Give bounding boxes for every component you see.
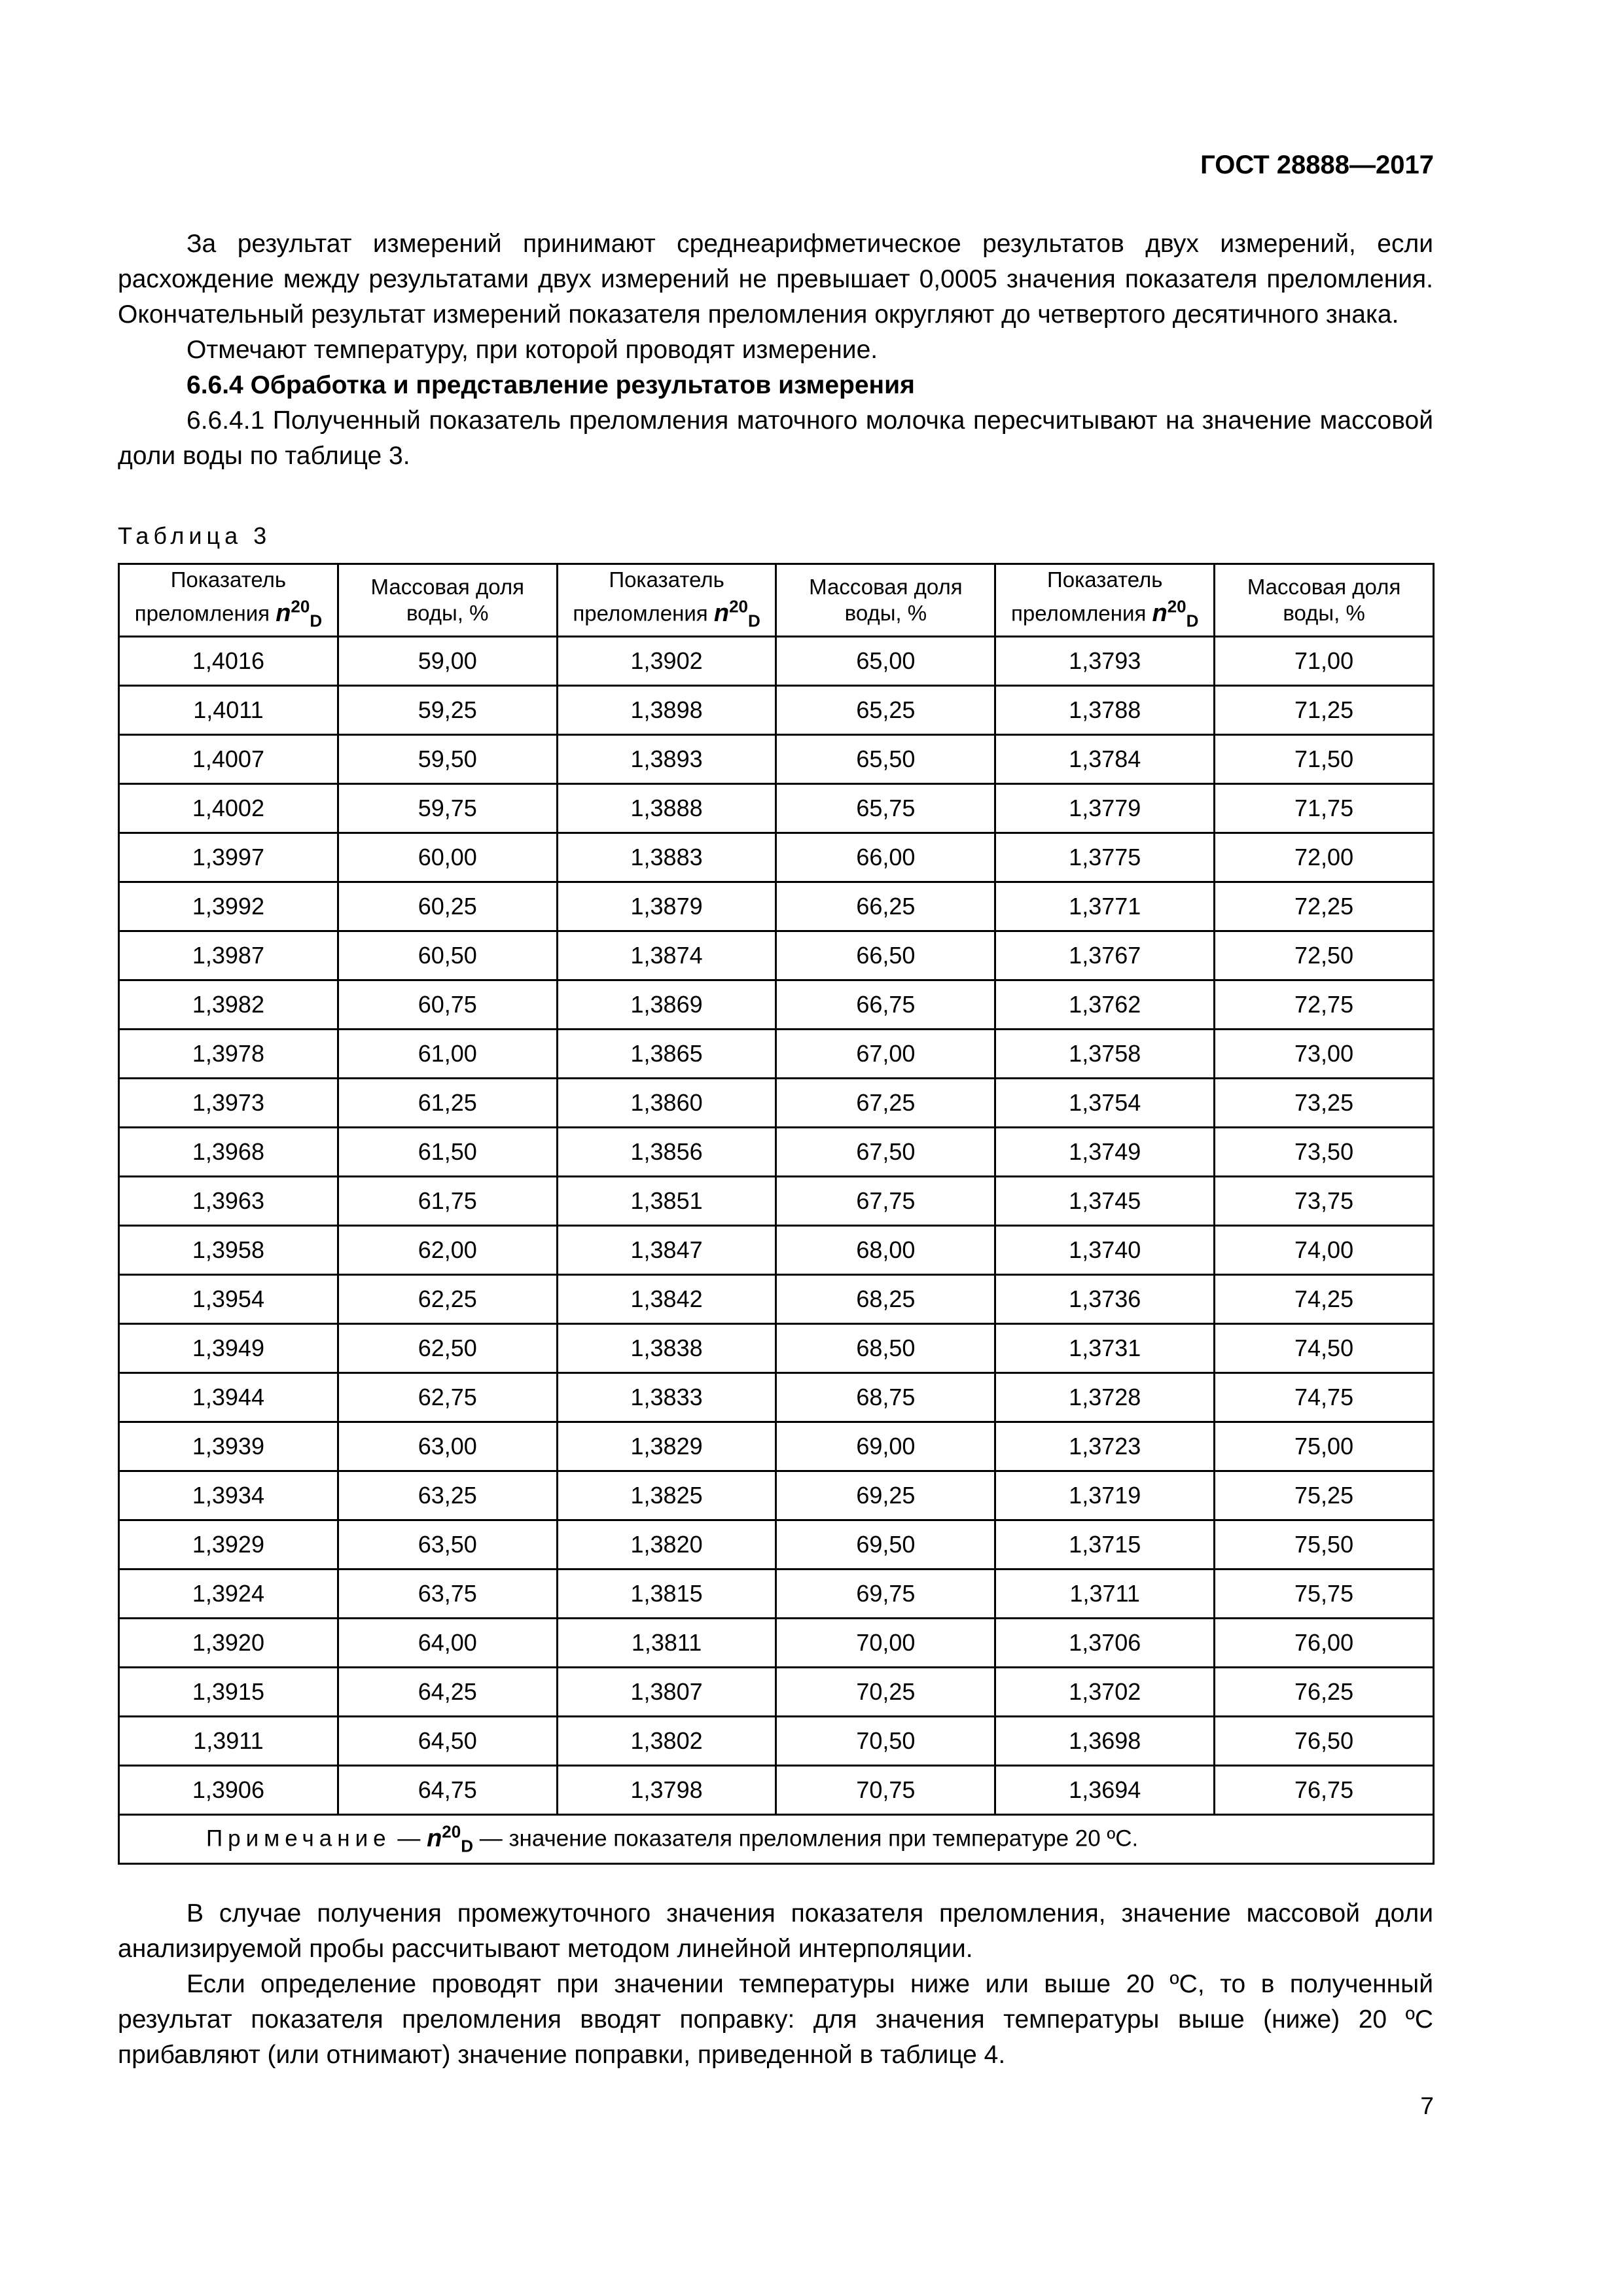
table-cell: 1,3745 [995, 1177, 1215, 1226]
table-row [119, 1275, 1434, 1324]
table-cell: 1,3779 [995, 784, 1215, 833]
table-cell: 1,3851 [557, 1177, 776, 1226]
table-cell: 72,00 [1215, 833, 1434, 882]
table-cell: 1,3820 [557, 1520, 776, 1570]
table-cell: 75,75 [1215, 1570, 1434, 1619]
table-cell: 62,25 [338, 1275, 557, 1324]
paragraph: Отмечают температуру, при которой проводят измерение. [187, 336, 878, 364]
table-cell: 1,3906 [119, 1766, 338, 1815]
table-cell: 1,3902 [557, 637, 776, 686]
table-cell: 68,75 [776, 1373, 995, 1422]
table-cell: 1,3829 [557, 1422, 776, 1471]
table-cell: 1,3883 [557, 833, 776, 882]
table-cell: 67,25 [776, 1079, 995, 1128]
column-header-water-fraction: Массовая доля воды, % [1215, 564, 1434, 637]
table-row [119, 1717, 1434, 1766]
table-cell: 1,3740 [995, 1226, 1215, 1275]
table-cell: 1,3728 [995, 1373, 1215, 1422]
table-cell: 1,3771 [995, 882, 1215, 931]
table-cell: 69,50 [776, 1520, 995, 1570]
table-cell: 1,3833 [557, 1373, 776, 1422]
table-cell: 71,50 [1215, 735, 1434, 784]
table-cell: 1,3767 [995, 931, 1215, 980]
section-heading: 6.6.4 Обработка и представление результатов измерения [187, 371, 915, 399]
table-cell: 1,3987 [119, 931, 338, 980]
table-body [119, 637, 1434, 1815]
table-row [119, 1520, 1434, 1570]
table-cell: 1,3997 [119, 833, 338, 882]
table-row [119, 686, 1434, 735]
table-header-row [119, 564, 1434, 637]
table-cell: 75,25 [1215, 1471, 1434, 1520]
table-cell: 70,25 [776, 1668, 995, 1717]
table-cell: 61,75 [338, 1177, 557, 1226]
table-cell: 1,3719 [995, 1471, 1215, 1520]
table-cell: 1,3982 [119, 980, 338, 1030]
table-cell: 74,75 [1215, 1373, 1434, 1422]
table-cell: 1,3924 [119, 1570, 338, 1619]
table-cell: 73,00 [1215, 1030, 1434, 1079]
table-cell: 1,3762 [995, 980, 1215, 1030]
table-cell: 73,50 [1215, 1128, 1434, 1177]
table-cell: 67,75 [776, 1177, 995, 1226]
table-cell: 1,3888 [557, 784, 776, 833]
table-cell: 1,3992 [119, 882, 338, 931]
table-cell: 1,3798 [557, 1766, 776, 1815]
intro-text [118, 226, 1433, 474]
table-cell: 64,50 [338, 1717, 557, 1766]
paragraph: В случае получения промежуточного значения показателя преломления, значение массовой доли анализируемой пробы рассчитывают методом линейной интерполяции. [118, 1899, 1433, 1963]
table-cell: 1,3874 [557, 931, 776, 980]
table-cell: 1,3793 [995, 637, 1215, 686]
table-cell: 1,3949 [119, 1324, 338, 1373]
table-cell: 72,25 [1215, 882, 1434, 931]
table-cell: 66,00 [776, 833, 995, 882]
table-cell: 1,3968 [119, 1128, 338, 1177]
table-cell: 1,3825 [557, 1471, 776, 1520]
table-cell: 69,25 [776, 1471, 995, 1520]
table-cell: 1,3963 [119, 1177, 338, 1226]
table-cell: 59,25 [338, 686, 557, 735]
table-cell: 75,00 [1215, 1422, 1434, 1471]
table-cell: 1,3911 [119, 1717, 338, 1766]
table-cell: 1,3978 [119, 1030, 338, 1079]
table-cell: 1,3702 [995, 1668, 1215, 1717]
table-cell: 65,25 [776, 686, 995, 735]
table-cell: 1,3711 [995, 1570, 1215, 1619]
table-cell: 1,3788 [995, 686, 1215, 735]
table-note-row [119, 1815, 1434, 1864]
table-cell: 76,25 [1215, 1668, 1434, 1717]
table-cell: 1,3754 [995, 1079, 1215, 1128]
table-cell: 63,00 [338, 1422, 557, 1471]
table-cell: 61,00 [338, 1030, 557, 1079]
table-cell: 1,3954 [119, 1275, 338, 1324]
table-cell: 74,50 [1215, 1324, 1434, 1373]
table-cell: 1,3929 [119, 1520, 338, 1570]
table-cell: 68,25 [776, 1275, 995, 1324]
table-cell: 1,3715 [995, 1520, 1215, 1570]
refraction-table [118, 563, 1435, 1865]
table-cell: 1,3802 [557, 1717, 776, 1766]
table-row [119, 1079, 1434, 1128]
table-row [119, 1422, 1434, 1471]
note-text: — значение показателя преломления при температуре 20 ºС. [479, 1826, 1139, 1852]
table-cell: 60,75 [338, 980, 557, 1030]
table-cell: 1,3847 [557, 1226, 776, 1275]
table-cell: 62,00 [338, 1226, 557, 1275]
table-cell: 70,00 [776, 1619, 995, 1668]
table-cell: 76,50 [1215, 1717, 1434, 1766]
table-cell: 1,3915 [119, 1668, 338, 1717]
table-cell: 69,00 [776, 1422, 995, 1471]
table-cell: 61,25 [338, 1079, 557, 1128]
table-row [119, 637, 1434, 686]
table-cell: 1,3706 [995, 1619, 1215, 1668]
table-cell: 1,3838 [557, 1324, 776, 1373]
table-cell: 65,50 [776, 735, 995, 784]
table-cell: 1,3973 [119, 1079, 338, 1128]
table-cell: 67,50 [776, 1128, 995, 1177]
paragraph: 6.6.4.1 Полученный показатель преломления маточного молочка пересчитывают на значение массовой доли воды по таблице 3. [118, 406, 1433, 470]
table-cell: 76,75 [1215, 1766, 1434, 1815]
table-row [119, 1324, 1434, 1373]
table-cell: 1,3723 [995, 1422, 1215, 1471]
table-cell: 1,3758 [995, 1030, 1215, 1079]
table-cell: 59,50 [338, 735, 557, 784]
table-cell: 63,25 [338, 1471, 557, 1520]
column-header-refraction-index: Показатель преломления $n^{20}_D$ [557, 564, 776, 637]
table-cell: 62,50 [338, 1324, 557, 1373]
table-cell: 1,3856 [557, 1128, 776, 1177]
column-header-refraction-index: Показатель преломления $n^{20}_D$ [995, 564, 1215, 637]
table-cell: 1,3893 [557, 735, 776, 784]
table-row [119, 1570, 1434, 1619]
table-row [119, 833, 1434, 882]
table-cell: 70,50 [776, 1717, 995, 1766]
note-label: Примечание [206, 1826, 391, 1852]
page-number: 7 [1420, 2092, 1434, 2119]
table-cell: 1,4011 [119, 686, 338, 735]
refraction-symbol: $n^{20}_D$ [427, 1821, 473, 1856]
table-row [119, 1177, 1434, 1226]
table-cell: 1,3815 [557, 1570, 776, 1619]
table-cell: 68,00 [776, 1226, 995, 1275]
table-cell: 1,3807 [557, 1668, 776, 1717]
paragraph: За результат измерений принимают среднеарифметическое результатов двух измерений, если расхождение между результатами двух измерений не превышает 0,0005 значения показателя преломления. Окончательный результат измерений показателя преломления округляют до четвертого десятичного знака. [118, 230, 1433, 329]
table-cell: 61,50 [338, 1128, 557, 1177]
table-cell: 76,00 [1215, 1619, 1434, 1668]
table-cell: 1,3731 [995, 1324, 1215, 1373]
table-cell: 60,00 [338, 833, 557, 882]
table-cell: 71,75 [1215, 784, 1434, 833]
table-cell: 1,3944 [119, 1373, 338, 1422]
table-container [118, 563, 1435, 1865]
outro-text [118, 1896, 1433, 2073]
table-row [119, 1226, 1434, 1275]
table-row [119, 1668, 1434, 1717]
table-cell: 64,25 [338, 1668, 557, 1717]
table-row [119, 1128, 1434, 1177]
table-cell: 1,4007 [119, 735, 338, 784]
column-header-refraction-index: Показатель преломления $n^{20}_D$ [119, 564, 338, 637]
table-cell: 63,75 [338, 1570, 557, 1619]
table-cell: 74,00 [1215, 1226, 1434, 1275]
table-cell: 66,25 [776, 882, 995, 931]
table-cell: 73,25 [1215, 1079, 1434, 1128]
table-cell: 59,75 [338, 784, 557, 833]
table-row [119, 980, 1434, 1030]
table-cell: 1,3865 [557, 1030, 776, 1079]
table-cell: 72,50 [1215, 931, 1434, 980]
table-cell: 70,75 [776, 1766, 995, 1815]
table-cell: 63,50 [338, 1520, 557, 1570]
table-cell: 62,75 [338, 1373, 557, 1422]
table-cell: 65,00 [776, 637, 995, 686]
table-cell: 68,50 [776, 1324, 995, 1373]
table-row [119, 735, 1434, 784]
column-header-water-fraction: Массовая доля воды, % [776, 564, 995, 637]
table-cell: 71,25 [1215, 686, 1434, 735]
table-cell: 1,3842 [557, 1275, 776, 1324]
table-row [119, 1471, 1434, 1520]
table-cell: 75,50 [1215, 1520, 1434, 1570]
table-cell: 66,75 [776, 980, 995, 1030]
table-note [119, 1815, 1434, 1864]
table-row [119, 1373, 1434, 1422]
table-row [119, 1766, 1434, 1815]
table-cell: 1,3934 [119, 1471, 338, 1520]
table-cell: 1,3860 [557, 1079, 776, 1128]
document-id: ГОСТ 28888—2017 [1200, 151, 1434, 179]
table-cell: 64,00 [338, 1619, 557, 1668]
table-cell: 1,3698 [995, 1717, 1215, 1766]
table-cell: 1,3958 [119, 1226, 338, 1275]
paragraph: Если определение проводят при значении температуры ниже или выше 20 ºС, то в полученный результат показателя преломления вводят поправку: для значения температуры выше (ниже) 20 ºС прибавляют (или отнимают) значение поправки, приведенной в таблице 4. [118, 1970, 1433, 2069]
table-row [119, 931, 1434, 980]
table-cell: 1,3749 [995, 1128, 1215, 1177]
table-row [119, 1030, 1434, 1079]
table-cell: 60,25 [338, 882, 557, 931]
table-cell: 73,75 [1215, 1177, 1434, 1226]
table-cell: 1,3879 [557, 882, 776, 931]
table-cell: 1,3736 [995, 1275, 1215, 1324]
table-cell: 72,75 [1215, 980, 1434, 1030]
table-cell: 64,75 [338, 1766, 557, 1815]
table-cell: 1,4016 [119, 637, 338, 686]
table-cell: 1,3775 [995, 833, 1215, 882]
table-cell: 67,00 [776, 1030, 995, 1079]
table-cell: 59,00 [338, 637, 557, 686]
table-row [119, 882, 1434, 931]
table-row [119, 784, 1434, 833]
table-cell: 65,75 [776, 784, 995, 833]
table-cell: 66,50 [776, 931, 995, 980]
column-header-water-fraction: Массовая доля воды, % [338, 564, 557, 637]
table-cell: 71,00 [1215, 637, 1434, 686]
table-cell: 1,4002 [119, 784, 338, 833]
table-cell: 1,3939 [119, 1422, 338, 1471]
table-cell: 74,25 [1215, 1275, 1434, 1324]
table-row [119, 1619, 1434, 1668]
table-cell: 1,3811 [557, 1619, 776, 1668]
table-cell: 1,3869 [557, 980, 776, 1030]
note-dash: — [397, 1826, 421, 1852]
table-cell: 60,50 [338, 931, 557, 980]
table-cell: 69,75 [776, 1570, 995, 1619]
table-cell: 1,3694 [995, 1766, 1215, 1815]
table-cell: 1,3920 [119, 1619, 338, 1668]
table-caption: Таблица 3 [118, 522, 272, 549]
table-cell: 1,3784 [995, 735, 1215, 784]
table-cell: 1,3898 [557, 686, 776, 735]
